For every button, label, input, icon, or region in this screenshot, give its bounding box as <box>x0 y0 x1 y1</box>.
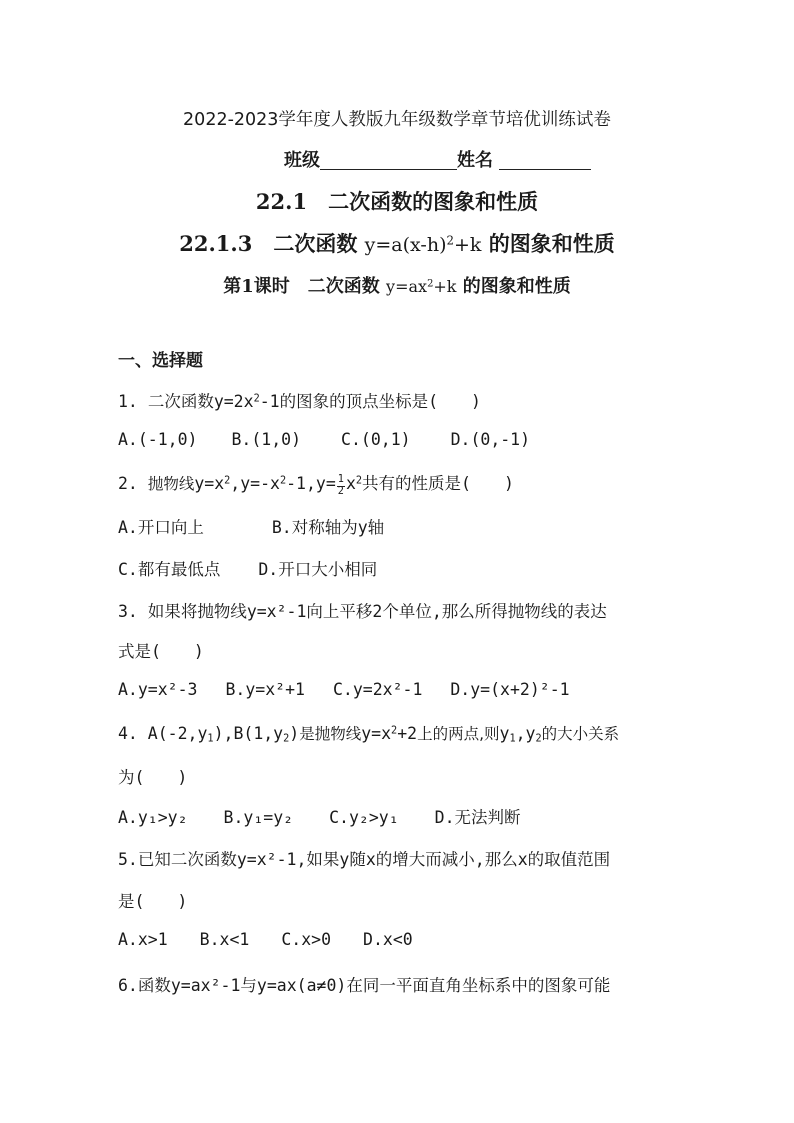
option-d[interactable]: D.(0,-1) <box>450 430 531 449</box>
option-d[interactable]: D.y=(x+2)²-1 <box>450 680 570 699</box>
question-4-line2: 为( ) <box>118 768 188 787</box>
name-blank[interactable] <box>499 149 591 170</box>
option-a[interactable]: A.y=x²-3 <box>118 680 198 699</box>
formula-ax2-k: $y=ax^2+k$ <box>386 277 457 296</box>
option-b[interactable]: B.y₁=y₂ <box>223 808 294 827</box>
question-4-options <box>118 804 521 828</box>
option-c[interactable]: C.y=2x²-1 <box>332 680 423 699</box>
exam-title: 2022-2023学年度人教版九年级数学章节培优训练试卷 <box>183 110 611 130</box>
question-2-options-row2 <box>118 556 377 580</box>
option-c[interactable]: C.y₂>y₁ <box>329 808 399 827</box>
question-2: 2. 抛物线$y=x^2,y=-x^2-1,y=$ $\frac{1}{2}$ $x^2$共有的性质是( ) <box>118 473 514 497</box>
question-2-options-row1 <box>118 514 384 538</box>
option-d[interactable]: D.x<0 <box>363 930 413 949</box>
option-c[interactable]: C.都有最低点 <box>118 560 221 579</box>
option-b[interactable]: B.对称轴为y轴 <box>271 518 385 537</box>
question-4: 4. $A(-2,y_1),B(1,y_2)$是抛物线$y=x^2+2$上的两点,则$y_1,y_2$的大小关系 <box>118 724 620 745</box>
class-label: 班级 <box>284 150 320 171</box>
name-label: 姓名 <box>457 150 493 171</box>
formula-vertex-form: $y=a(x-h)^2+k$ <box>364 233 482 256</box>
part-one-label: 一、选择题 <box>118 351 203 371</box>
option-a[interactable]: A.x>1 <box>118 930 168 949</box>
option-a[interactable]: A.y₁>y₂ <box>118 808 188 827</box>
option-b[interactable]: B.y=x²+1 <box>225 680 305 699</box>
option-d[interactable]: D.无法判断 <box>434 808 521 827</box>
question-6: 6.函数y=ax²-1与y=ax(a≠0)在同一平面直角坐标系中的图象可能 <box>118 976 611 995</box>
question-5-line2: 是( ) <box>118 892 188 911</box>
question-3: 3. 如果将抛物线y=x²-1向上平移2个单位,那么所得抛物线的表达 <box>118 602 607 621</box>
lesson-heading: 第1课时 二次函数 $y=ax^2+k$ 的图象和性质 <box>223 276 571 297</box>
question-5: 5.已知二次函数y=x²-1,如果y随x的增大而减小,那么x的取值范围 <box>118 850 611 869</box>
option-a[interactable]: A.开口向上 <box>118 518 204 537</box>
question-5-options <box>118 930 413 949</box>
question-3-line2: 式是( ) <box>118 642 204 661</box>
subsection-heading: 22.1.3 二次函数 $y=a(x-h)^2+k$ 的图象和性质 <box>179 231 615 256</box>
option-b[interactable]: B.x<1 <box>199 930 250 949</box>
question-3-options <box>118 680 570 699</box>
student-info-row <box>284 146 591 172</box>
section-heading: 22.1 二次函数的图象和性质 <box>255 189 539 214</box>
option-a[interactable]: A.(-1,0) <box>118 430 198 449</box>
question-1-options <box>118 430 530 449</box>
option-b[interactable]: B.(1,0) <box>231 430 302 449</box>
question-1: 1. 二次函数$y=2x^2-1$的图象的顶点坐标是( ) <box>118 392 481 411</box>
option-c[interactable]: C.x>0 <box>281 930 332 949</box>
class-blank[interactable] <box>320 149 457 170</box>
option-c[interactable]: C.(0,1) <box>341 430 411 449</box>
option-d[interactable]: D.开口大小相同 <box>258 560 378 579</box>
